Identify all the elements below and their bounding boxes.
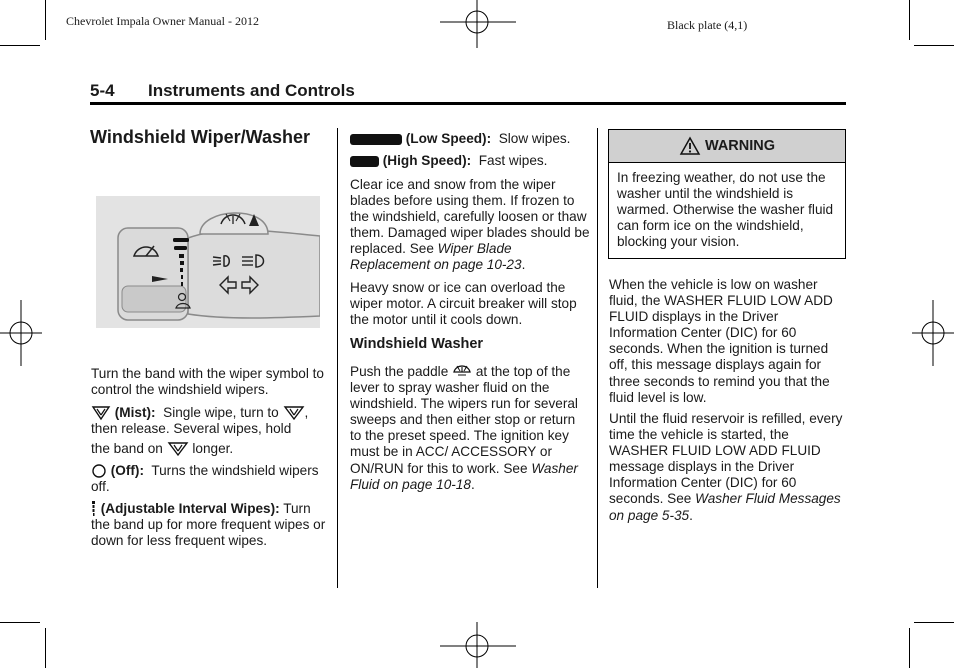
washer-paddle-icon xyxy=(452,362,472,380)
cross-reference: Wiper Blade Replacement on page 10-23 xyxy=(350,241,522,273)
section-number: 5-4 xyxy=(90,81,115,100)
high-speed-label: (High Speed): xyxy=(382,153,472,168)
warning-text: In freezing weather, do not use the washer until the windshield is warmed. Otherwise the washer fluid can form ice on the windshield, blocking your vision. xyxy=(617,170,834,250)
washer-paragraph: Push the paddle at the top of the lever to spray washer fluid on the windshield. The wipers run for several sweeps and then either stop or return to the preset speed. The ignition key must be in ACC/ ACCESSORY or ON/RUN for this to work. See Washer Fluid on page 10-18. xyxy=(350,364,578,492)
interval-bars-icon xyxy=(91,501,97,517)
mist-wiper-icon xyxy=(283,403,305,421)
crop-mark xyxy=(909,628,910,668)
running-header-left: Chevrolet Impala Owner Manual - 2012 xyxy=(66,14,259,28)
crop-mark xyxy=(0,622,40,623)
crop-mark xyxy=(909,0,910,40)
high-speed-line: (High Speed): Fast wipes. xyxy=(350,153,595,169)
registration-mark-top xyxy=(440,0,516,48)
refill-paragraph: Until the fluid reservoir is refilled, every time the vehicle is started, the WASHER FLUID LOW ADD FLUID message displays in the Driver Information Center (DIC) for 60 seconds. See Washer Fluid Messages on page 5-35. xyxy=(609,411,843,523)
registration-mark-bottom xyxy=(440,622,516,668)
low-fluid-paragraph: When the vehicle is low on washer fluid, the WASHER FLUID LOW ADD FLUID displays in the Driver Information Center (DIC) for 60 seconds. When the ignition is turned off, this message displays again for three seconds to remind you that the fluid level is low. xyxy=(609,277,833,405)
wiper-intro-text: Turn the band with the wiper symbol to control the windshield wipers. xyxy=(91,366,324,398)
low-speed-icon xyxy=(350,134,402,145)
crop-mark xyxy=(914,45,954,46)
wiper-lever-illustration xyxy=(96,196,320,328)
mist-wiper-icon xyxy=(91,403,111,421)
section-title: Instruments and Controls xyxy=(148,81,355,100)
registration-mark-left xyxy=(0,300,42,366)
overload-paragraph: Heavy snow or ice can overload the wiper motor. A circuit breaker will stop the motor until it cools down. xyxy=(350,280,577,328)
warning-header xyxy=(609,130,845,163)
mist-wiper-icon xyxy=(167,439,189,457)
low-speed-label: (Low Speed): xyxy=(405,131,492,146)
cross-reference: Washer Fluid Messages on page 5-35 xyxy=(609,491,841,523)
mist-paragraph: (Mist): Single wipe, turn to , then release. Several wipes, hold the band on longer. xyxy=(91,405,309,457)
page-heading: Windshield Wiper/Washer xyxy=(90,127,311,147)
warning-title: WARNING xyxy=(704,138,776,154)
interval-label: (Adjustable Interval Wipes): xyxy=(100,501,280,516)
off-circle-icon xyxy=(91,463,107,479)
off-label: (Off): xyxy=(110,463,144,478)
crop-mark xyxy=(914,622,954,623)
interval-paragraph: (Adjustable Interval Wipes): Turn the band up for more frequent wipes or down for less frequent wipes. xyxy=(91,501,326,549)
crop-mark xyxy=(45,0,46,40)
cross-reference: Washer Fluid on page 10-18 xyxy=(350,460,578,492)
warning-box xyxy=(608,129,846,259)
running-header-right: Black plate (4,1) xyxy=(667,18,748,32)
mist-label: (Mist): xyxy=(114,405,156,420)
low-speed-line: (Low Speed): Slow wipes. xyxy=(350,131,595,147)
column-divider xyxy=(337,128,338,588)
crop-mark xyxy=(45,628,46,668)
ice-snow-paragraph: Clear ice and snow from the wiper blades before using them. If frozen to the windshield, carefully loosen or thaw them. Damaged wiper blades should be replaced. See Wiper Blade Replacement on page 10-23. xyxy=(350,177,590,273)
washer-heading: Windshield Washer xyxy=(350,336,484,352)
high-speed-icon xyxy=(350,156,379,167)
off-paragraph: (Off): Turns the windshield wipers off. xyxy=(91,463,319,495)
crop-mark xyxy=(0,45,40,46)
column-divider xyxy=(597,128,598,588)
warning-triangle-icon xyxy=(679,136,701,156)
section-rule xyxy=(90,102,846,105)
registration-mark-right xyxy=(912,300,954,366)
